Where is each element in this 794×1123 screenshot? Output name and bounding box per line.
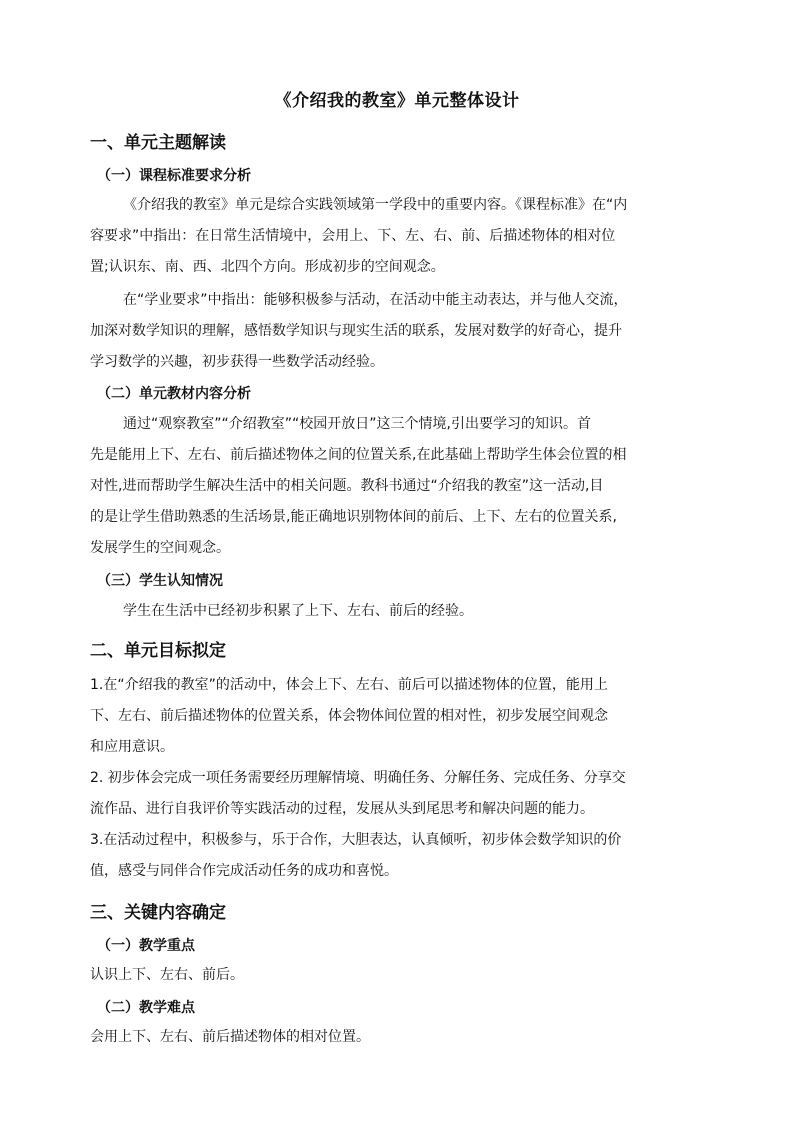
text-line: 会用上下、左右、前后描述物体的相对位置。	[90, 1029, 370, 1045]
goal-item-2	[90, 763, 702, 825]
text-line: 和应用意识。	[90, 739, 174, 755]
paragraph	[90, 285, 702, 378]
section-heading-3: 三、关键内容确定	[90, 903, 226, 923]
text-line: 先是能用上下、左右、前后描述物体之间的位置关系,在此基础上帮助学生体会位置的相	[90, 447, 627, 463]
text-line: 在“学业要求”中指出：能够积极参与活动，在活动中能主动表达，并与他人交流，	[123, 292, 628, 308]
text-line: 通过“观察教室”“介绍教室”“校园开放日”这三个情境,引出要学习的知识。首	[123, 416, 591, 432]
text-line: 认识上下、左右、前后。	[90, 967, 244, 983]
text-line: 置;认识东、南、西、北四个方向。形成初步的空间观念。	[90, 259, 445, 275]
text-line: 加深对数学知识的理解，感悟数学知识与现实生活的联系，发展对数学的好奇心，提升	[90, 323, 622, 339]
goal-item-1	[90, 670, 702, 763]
paragraph	[90, 596, 702, 627]
subsection-heading-1-2: （二）单元教材内容分析	[97, 386, 251, 402]
paragraph	[90, 960, 702, 991]
text-line: 3.在活动过程中，积极参与，乐于合作，大胆表达，认真倾听，初步体会数学知识的价	[90, 832, 622, 848]
text-line: 2. 初步体会完成一项任务需要经历理解情境、明确任务、分解任务、完成任务、分享交	[90, 770, 626, 786]
text-line: 对性,进而帮助学生解决生活中的相关问题。教科书通过“介绍我的教室”这一活动,目	[90, 478, 604, 494]
text-line: 下、左右、前后描述物体的位置关系，体会物体间位置的相对性，初步发展空间观念	[90, 708, 608, 724]
text-line: 容要求”中指出：在日常生活情境中，会用上、下、左、右、前、后描述物体的相对位	[90, 228, 616, 244]
text-line: 《介绍我的教室》单元是综合实践领域第一学段中的重要内容。《课程标准》在“内	[123, 197, 628, 213]
text-line: 值，感受与同伴合作完成活动任务的成功和喜悦。	[90, 863, 398, 879]
text-line: 发展学生的空间观念。	[90, 540, 230, 556]
paragraph	[90, 190, 702, 283]
section-heading-2: 二、单元目标拟定	[90, 641, 226, 661]
text-line: 学生在生活中已经初步积累了上下、左右、前后的经验。	[123, 603, 473, 619]
document-title: 《介绍我的教室》单元整体设计	[274, 91, 520, 111]
subsection-heading-3-2: （二）教学难点	[97, 1000, 195, 1016]
text-line: 1.在“介绍我的教室”的活动中，体会上下、左右、前后可以描述物体的位置，能用上	[90, 677, 608, 693]
subsection-heading-1-1: （一）课程标准要求分析	[97, 168, 251, 184]
subsection-heading-3-1: （一）教学重点	[97, 938, 195, 954]
paragraph	[90, 1022, 702, 1053]
subsection-heading-1-3: （三）学生认知情况	[97, 573, 223, 589]
text-line: 流作品、进行自我评价等实践活动的过程，发展从头到尾思考和解决问题的能力。	[90, 801, 594, 817]
text-line: 的是让学生借助熟悉的生活场景,能正确地识别物体间的前后、上下、左右的位置关系,	[90, 509, 617, 525]
text-line: 学习数学的兴趣，初步获得一些数学活动经验。	[90, 354, 384, 370]
paragraph	[90, 409, 702, 564]
goal-item-3	[90, 825, 702, 887]
section-heading-1: 一、单元主题解读	[90, 133, 226, 153]
